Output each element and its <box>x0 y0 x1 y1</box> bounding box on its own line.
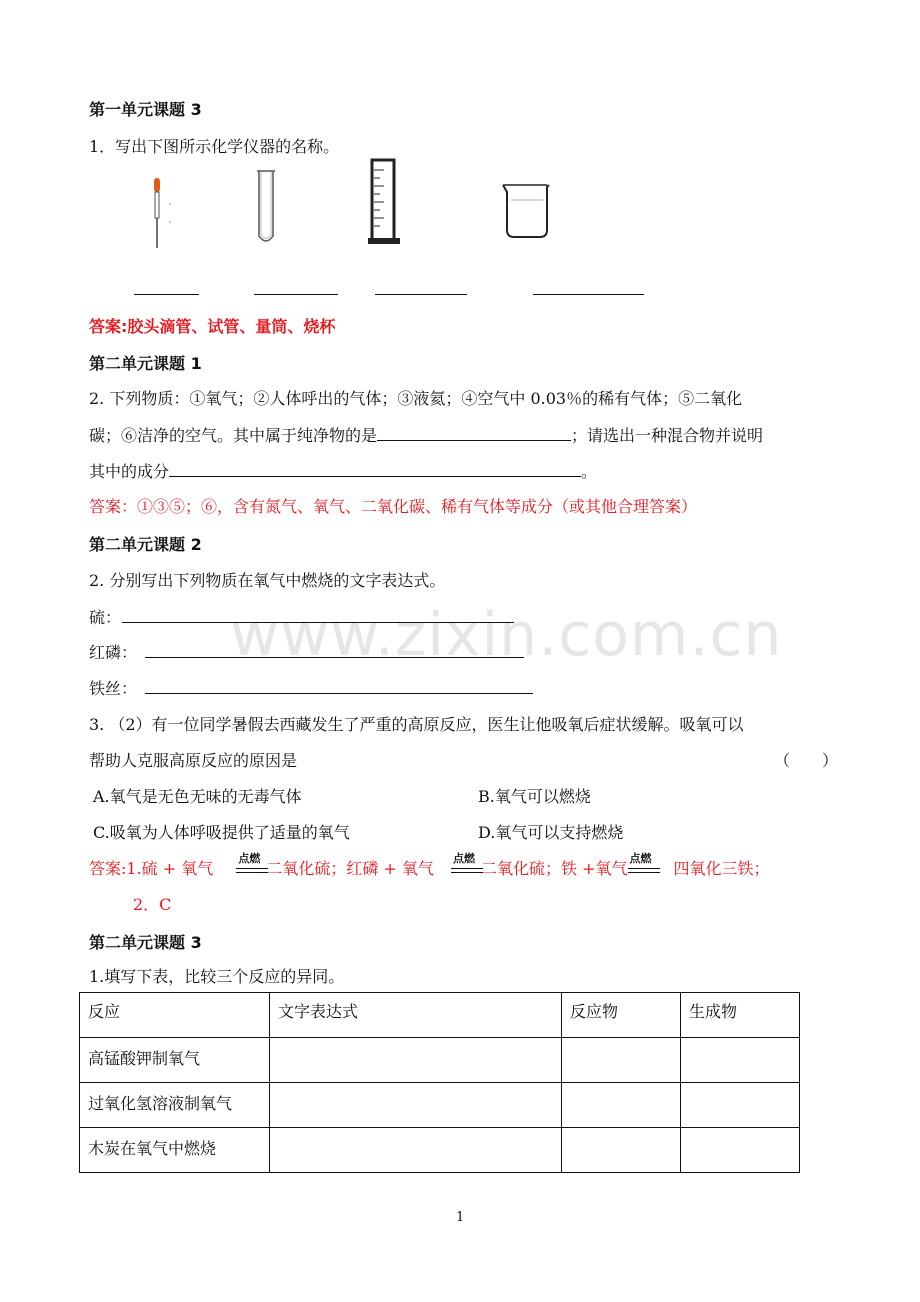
answer-2: 答案：①③⑤；⑥，含有氮气、氧气、二氧化碳、稀有气体等成分（或其他合理答案） <box>89 497 698 516</box>
answer-text: 二氧化硫；铁 +氧气 <box>481 859 628 878</box>
table-header-cell: 文字表达式 <box>270 993 562 1038</box>
question-2-line2 <box>89 423 763 446</box>
table-row <box>80 1083 800 1128</box>
answer-blank[interactable] <box>145 657 524 658</box>
table-row-label: 木炭在氧气中燃烧 <box>80 1128 270 1173</box>
table-row-label: 高锰酸钾制氧气 <box>80 1038 270 1083</box>
ignite-condition: 点燃 <box>451 860 481 880</box>
table-header-cell: 反应 <box>80 993 270 1038</box>
question-text: 。 <box>581 462 598 481</box>
answer-blank[interactable] <box>375 294 467 295</box>
table-cell-blank[interactable] <box>562 1038 681 1083</box>
answer-blank[interactable] <box>533 294 644 295</box>
answer-blank[interactable] <box>134 294 199 295</box>
question-2-line1: 2. 下列物质：①氧气；②人体呼出的气体；③液氦；④空气中 0.03％的稀有气体；⑤二氧化 <box>89 389 743 408</box>
section-title-1: 第一单元课题 3 <box>89 100 202 119</box>
table-row <box>80 1038 800 1083</box>
table-header-row <box>80 993 800 1038</box>
question-3-2: 2. 分别写出下列物质在氧气中燃烧的文字表达式。 <box>89 571 446 590</box>
section-title-3: 第二单元课题 2 <box>89 535 202 554</box>
option-b: B.氧气可以燃烧 <box>478 787 591 806</box>
question-4-1: 1.填写下表，比较三个反应的异同。 <box>89 967 345 986</box>
table-row <box>80 1128 800 1173</box>
ignite-condition: 点燃 <box>236 860 266 880</box>
item-sulfur-label: 硫： <box>89 608 122 627</box>
answer-text: 二氧化硫；红磷 + 氧气 <box>266 859 434 878</box>
answer-blank[interactable] <box>169 475 581 477</box>
question-3-3-line2: 帮助人克服高原反应的原因是 <box>89 751 298 770</box>
option-d: D.氧气可以支持燃烧 <box>478 823 624 842</box>
table-cell-blank[interactable] <box>270 1128 562 1173</box>
answer-parentheses[interactable]: （ ） <box>774 751 839 770</box>
page-number: 1 <box>456 1210 465 1225</box>
table-row-label: 过氧化氢溶液制氧气 <box>80 1083 270 1128</box>
question-text: 碳；⑥洁净的空气。其中属于纯净物的是 <box>89 426 378 445</box>
watermark: www.zixin.com.cn <box>230 600 783 670</box>
item-phosphorus-label: 红磷： <box>89 643 138 662</box>
dropper-icon <box>146 176 174 251</box>
table-cell-blank[interactable] <box>562 1083 681 1128</box>
table-header-cell: 反应物 <box>562 993 681 1038</box>
table-cell-blank[interactable] <box>270 1038 562 1083</box>
answer-blank[interactable] <box>122 622 514 623</box>
section-title-4: 第二单元课题 3 <box>89 933 202 952</box>
answer-blank[interactable] <box>145 693 533 694</box>
answer-3-line2: 2．C <box>133 895 172 914</box>
table-cell-blank[interactable] <box>681 1038 800 1083</box>
question-2-line3 <box>89 459 597 482</box>
beaker-icon <box>499 182 553 240</box>
answer-3-line1 <box>89 851 770 880</box>
graduated-cylinder-icon <box>366 158 402 246</box>
question-text: ；请选出一种混合物并说明 <box>571 426 764 445</box>
table-cell-blank[interactable] <box>562 1128 681 1173</box>
question-3-3-line1: 3. （2）有一位同学暑假去西藏发生了严重的高原反应，医生让他吸氧后症状缓解。吸氧可以 <box>89 715 744 734</box>
answer-blank[interactable] <box>254 294 338 295</box>
test-tube-icon <box>255 168 277 248</box>
answer-blank[interactable] <box>377 439 571 441</box>
option-c: C.吸氧为人体呼吸提供了适量的氧气 <box>93 823 350 842</box>
answer-text: 四氧化三铁； <box>673 859 770 878</box>
table-cell-blank[interactable] <box>681 1128 800 1173</box>
answer-1: 答案:胶头滴管、试管、量筒、烧杯 <box>89 317 336 336</box>
question-text: 其中的成分 <box>89 462 170 481</box>
table-cell-blank[interactable] <box>681 1083 800 1128</box>
comparison-table <box>79 992 800 1173</box>
table-header-cell: 生成物 <box>681 993 800 1038</box>
ignite-condition: 点燃 <box>628 860 660 880</box>
item-iron-label: 铁丝： <box>89 679 138 698</box>
question-1: 1．写出下图所示化学仪器的名称。 <box>89 137 340 156</box>
table-cell-blank[interactable] <box>270 1083 562 1128</box>
section-title-2: 第二单元课题 1 <box>89 354 202 373</box>
option-a: A.氧气是无色无味的无毒气体 <box>93 787 302 806</box>
answer-text: 答案:1.硫 + 氧气 <box>89 859 214 878</box>
